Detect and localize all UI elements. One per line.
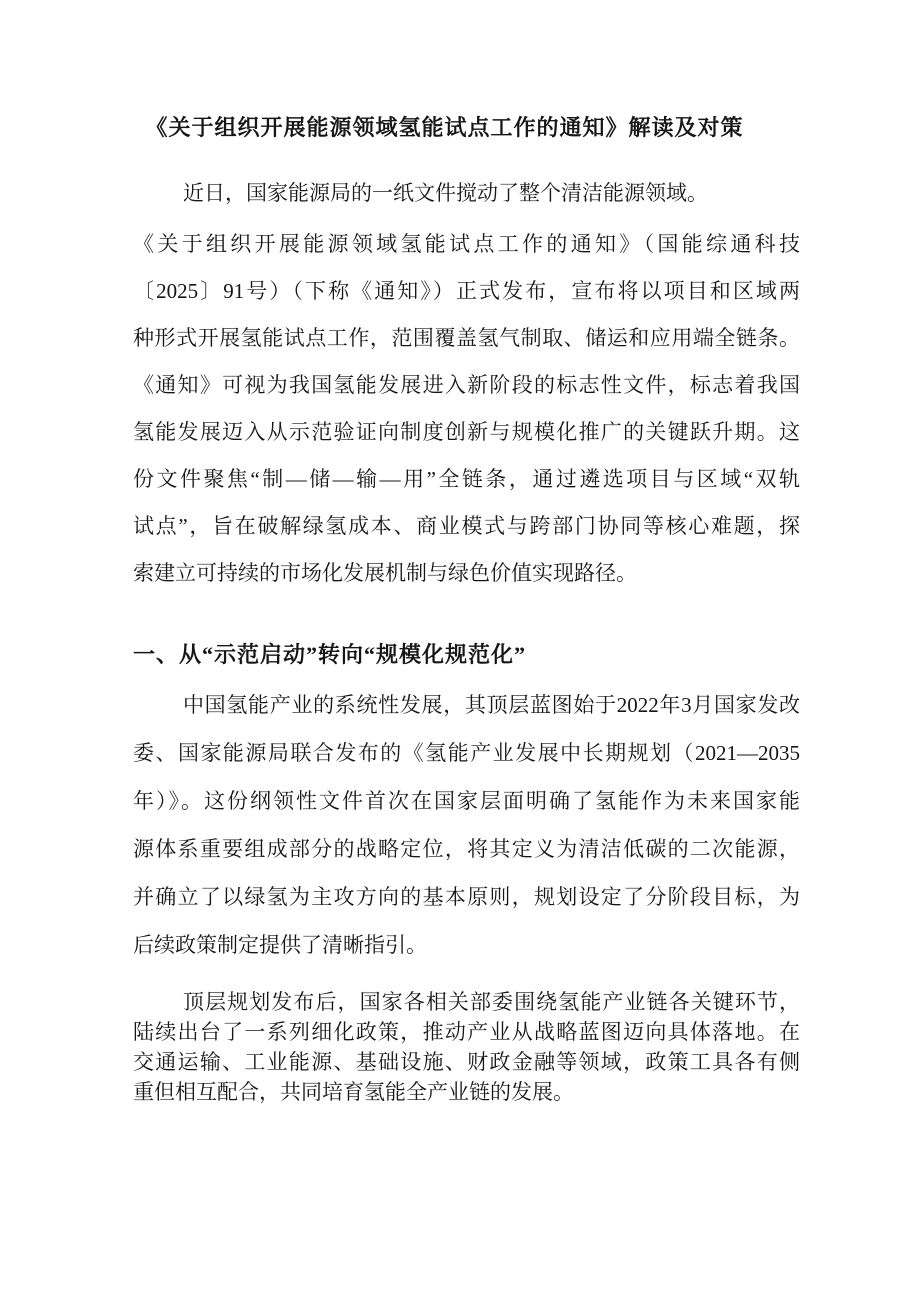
text-line: 陆续出台了一系列细化政策，推动产业从战略蓝图迈向具体落地。在	[133, 1020, 800, 1044]
text-line: 源体系重要组成部分的战略定位，将其定义为清洁低碳的二次能源，	[133, 837, 800, 861]
text-line: 氢能发展迈入从示范验证向制度创新与规模化推广的关键跃升期。这	[133, 420, 800, 444]
paragraph-lead	[133, 170, 800, 217]
text-line: 索建立可持续的市场化发展机制与绿色价值实现路径。	[133, 561, 637, 585]
text-line: 中国氢能产业的系统性发展，其顶层蓝图始于2022年3月国家发改	[183, 693, 800, 717]
text-line: 份文件聚焦“制—储—输—用”全链条，通过遴选项目与区域“双轨	[133, 467, 800, 491]
text-line: 〔2025〕91号）（下称《通知》）正式发布，宣布将以项目和区域两	[133, 279, 800, 303]
text-line: 《通知》可视为我国氢能发展进入新阶段的标志性文件，标志着我国	[133, 373, 800, 397]
text-line: 并确立了以绿氢为主攻方向的基本原则，规划设定了分阶段目标，为	[133, 885, 800, 909]
text-line: 试点”，旨在破解绿氢成本、商业模式与跨部门协同等核心难题，探	[133, 514, 800, 538]
text-line: 后续政策制定提供了清晰指引。	[133, 933, 427, 957]
text-line: 交通运输、工业能源、基础设施、财政金融等领域，政策工具各有侧	[133, 1050, 800, 1074]
paragraph-notice-overview	[133, 221, 800, 597]
paragraph-follow-up-policies	[133, 987, 800, 1107]
section-heading: 一、从“示范启动”转向“规模化规范化”	[133, 642, 527, 667]
document-content	[133, 110, 800, 1107]
paragraph-top-level-plan	[133, 681, 800, 969]
text-line: 顶层规划发布后，国家各相关部委围绕氢能产业链各关键环节，	[183, 990, 800, 1014]
text-line: 种形式开展氢能试点工作，范围覆盖氢气制取、储运和应用端全链条。	[133, 326, 800, 350]
text-line: 年）》。这份纲领性文件首次在国家层面明确了氢能作为未来国家能	[133, 789, 800, 813]
text-line: 近日，国家能源局的一纸文件搅动了整个清洁能源领域。	[183, 181, 708, 205]
text-line: 重但相互配合，共同培育氢能全产业链的发展。	[133, 1080, 574, 1104]
text-line: 《关于组织开展能源领域氢能试点工作的通知》（国能综通科技	[133, 232, 800, 256]
text-line: 委、国家能源局联合发布的《氢能产业发展中长期规划（2021—2035	[133, 741, 800, 765]
document-title: 《关于组织开展能源领域氢能试点工作的通知》解读及对策	[145, 115, 744, 140]
